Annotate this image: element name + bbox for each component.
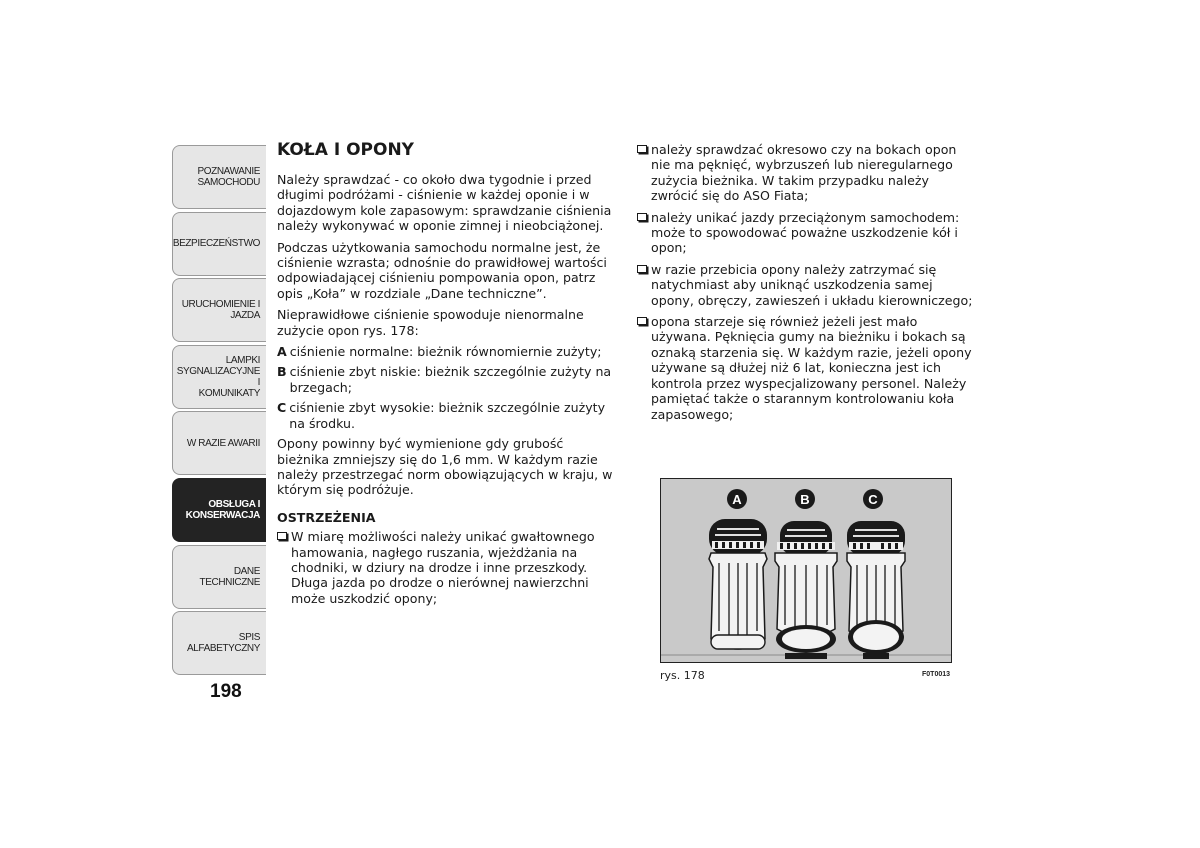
label-a: A	[732, 492, 742, 507]
tab-poznawanie-samochodu[interactable]	[172, 145, 266, 209]
checkbox-bullet-icon	[637, 145, 647, 153]
tab-label: OBSŁUGA I KONSERWACJA	[185, 498, 260, 521]
tab-dane-techniczne[interactable]	[172, 545, 266, 609]
label-b: B	[800, 492, 810, 507]
tab-label: W RAZIE AWARII	[186, 437, 260, 449]
item-text: ciśnienie normalne: bieżnik równomiernie zużyty;	[289, 344, 602, 360]
tab-label: SPIS ALFABETYCZNY	[187, 632, 260, 655]
tab-lampki-sygnalizacyjne[interactable]	[172, 345, 266, 409]
paragraph-pressure-increase: Podczas użytkowania samochodu normalne jest, że ciśnienie wzrasta; odnośnie do prawidłowej wartości odpowiadającej ciśnieniu pompowania opon, patrz opis „Koła” w rozdziale „Dane techniczne”.	[277, 239, 607, 301]
label-a-icon	[727, 489, 747, 509]
item-text: ciśnienie zbyt wysokie: bieżnik szczególnie zużyty na środku.	[289, 400, 606, 431]
figure-code: F0T0013	[922, 671, 951, 678]
paragraph-tread-depth: Opony powinny być wymienione gdy grubość bieżnika zmniejszy się do 1,6 mm. W każdym razie należy przestrzegać norm obowiązujących w kraju, w którym się podróżuje.	[277, 436, 613, 498]
right-column	[637, 142, 973, 428]
tab-label: POZNAWANIE SAMOCHODU	[197, 166, 260, 188]
tab-label: BEZPIECZEŃSTWO	[172, 238, 260, 250]
checkbox-bullet-icon	[637, 317, 647, 325]
left-column	[277, 140, 617, 612]
bullet-text: w razie przebicia opony należy zatrzymać się natychmiast aby uniknąć uszkodzenia samej opony, obręczy, zawieszeń i układu kierowniczego;	[651, 261, 973, 308]
tab-spis-alfabetyczny[interactable]	[172, 611, 266, 675]
section-title: KOŁA I OPONY	[277, 140, 414, 160]
checkbox-bullet-icon	[637, 213, 647, 221]
warning-bullet	[637, 142, 973, 204]
checkbox-bullet-icon	[277, 532, 287, 540]
tab-uruchomienie-i-jazda[interactable]	[172, 278, 266, 342]
warning-bullet	[637, 262, 973, 308]
list-item	[277, 400, 617, 431]
bullet-text: opona starzeje się również jeżeli jest mało używana. Pęknięcia gumy na bieżniku i bokach są oznaką starzenia się. W każdym razie, jeżeli opony używane są dłużej niż 6 lat, konieczna jest ich kontrola przez wyspecjalizowany personel. Należy pamiętać także o starannym kontrolowaniu koła zapasowego;	[651, 314, 972, 422]
chapter-tabs	[172, 145, 266, 678]
tab-label: DANE TECHNICZNE	[199, 565, 260, 588]
tire-a	[709, 519, 767, 649]
bullet-text: W miarę możliwości należy unikać gwałtownego hamowania, nagłego ruszania, wjeżdżania na chodniki, w dziury na drodze i inne przeszkody. Długa jazda po drodze o nierównej nawierzchni może uszkodzić opony;	[291, 529, 595, 606]
tab-label: LAMPKI SYGNALIZACYJNE I KOMUNIKATY	[176, 354, 260, 399]
item-text: ciśnienie zbyt niskie: bieżnik szczególnie zużyty na brzegach;	[289, 364, 612, 395]
paragraph-wrong-pressure: Nieprawidłowe ciśnienie spowoduje nienormalne zużycie opon rys. 178:	[277, 307, 584, 338]
bullet-text: należy unikać jazdy przeciążonym samochodem: może to spowodować poważne uszkodzenie kół i opon;	[651, 209, 960, 256]
list-item	[277, 344, 617, 359]
list-item	[277, 364, 617, 395]
tab-label: URUCHOMIENIE I JAZDA	[181, 299, 260, 322]
warning-bullet	[277, 529, 617, 606]
label-c-icon	[863, 489, 883, 509]
tab-obsluga-i-konserwacja[interactable]	[172, 478, 266, 542]
item-key: B	[277, 364, 287, 380]
item-key: A	[277, 344, 287, 360]
warning-bullet	[637, 210, 973, 256]
bullet-text: należy sprawdzać okresowo czy na bokach opon nie ma pęknięć, wybrzuszeń lub nieregularnego zużycia bieżnika. W takim przypadku należy zwrócić się do ASO Fiata;	[651, 142, 957, 204]
paragraph-pressure-check: Należy sprawdzać - co około dwa tygodnie i przed długimi podróżami - ciśnienie w każdej oponie i w dojazdowym kole zapasowym: sprawdzanie ciśnienia należy wykonywać w oponie zimnej i nieobciążonej.	[277, 172, 612, 234]
item-key: C	[277, 400, 287, 416]
tread-top	[709, 519, 767, 555]
label-c: C	[868, 492, 878, 507]
warning-bullet	[637, 314, 973, 422]
label-b-icon	[795, 489, 815, 509]
tab-bezpieczenstwo[interactable]	[172, 212, 266, 276]
tire-wear-illustration	[661, 479, 951, 662]
tire-b	[775, 521, 837, 659]
tire-wear-figure	[660, 478, 952, 663]
figure-caption: rys. 178	[660, 669, 705, 682]
tire-c	[847, 521, 905, 659]
page-number: 198	[210, 681, 242, 702]
warning-heading: OSTRZEŻENIA	[277, 509, 376, 525]
tab-w-razie-awarii[interactable]	[172, 411, 266, 475]
checkbox-bullet-icon	[637, 265, 647, 273]
